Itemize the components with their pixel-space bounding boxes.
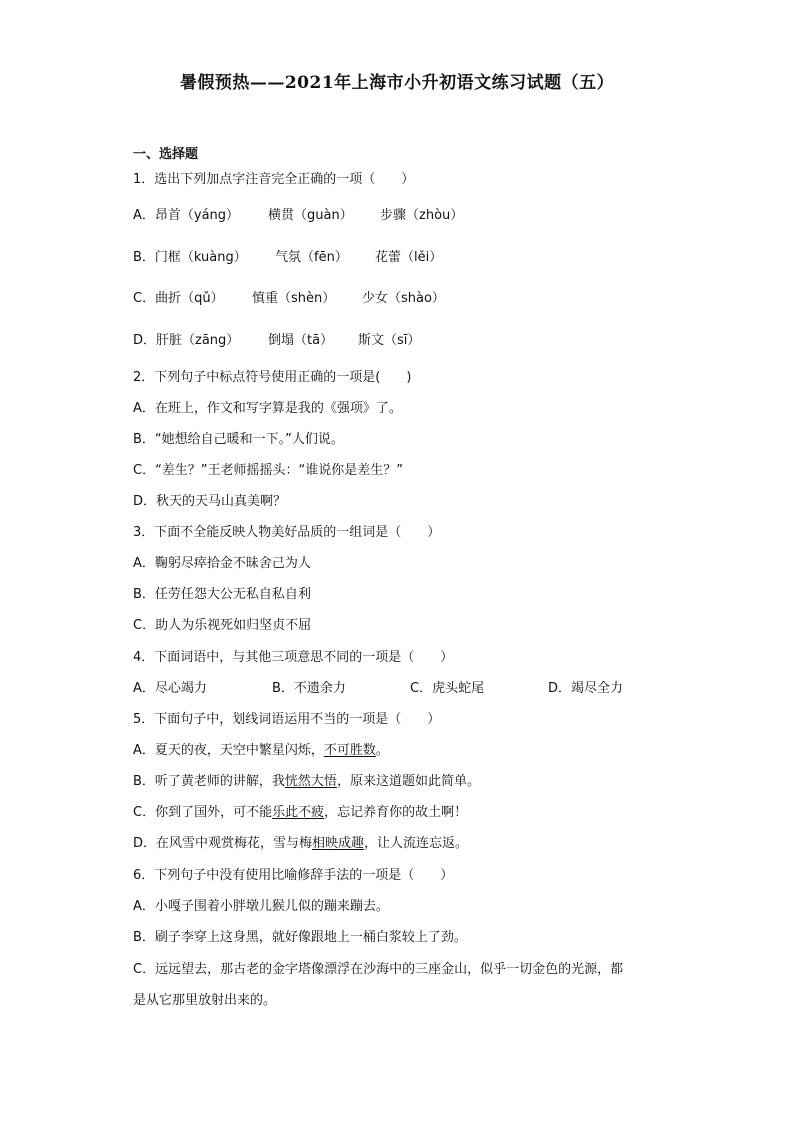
q6-option-c-line1: C．远远望去，那古老的金字塔像漂浮在沙海中的三座金山，似乎一切金色的光源，都	[133, 962, 624, 977]
q5-a-underlined: 不可胜数	[323, 743, 376, 758]
q1-option-b	[133, 249, 442, 267]
q3-option-a: A．鞠躬尽瘁拾金不昧舍己为人	[133, 556, 311, 571]
q6-stem: 6．下列句子中没有使用比喻修辞手法的一项是（ ）	[133, 868, 454, 883]
q4-option-c: C．虎头蛇尾	[410, 681, 485, 696]
q5-b-pre: B．听了黄老师的讲解，我	[133, 774, 285, 789]
q1-a-1: A．昂首（yáng）	[133, 208, 240, 223]
q5-d-post: ，让人流连忘返。	[364, 836, 469, 851]
q2-option-d: D．秋天的天马山真美啊？	[133, 494, 287, 509]
q5-c-underlined: 乐此不疲	[272, 805, 325, 820]
q5-option-b	[133, 773, 480, 791]
q1-d-1: D．肝脏（zāng）	[133, 333, 240, 348]
page-title: 暑假预热——2021年上海市小升初语文练习试题（五）	[179, 73, 615, 93]
q5-a-post: 。	[375, 743, 389, 758]
q4-stem: 4．下面词语中，与其他三项意思不同的一项是（ ）	[133, 650, 454, 665]
q5-option-c	[133, 804, 467, 822]
q5-d-underlined: 相映成趣	[312, 836, 365, 851]
q5-c-pre: C．你到了国外，可不能	[133, 805, 273, 820]
q5-c-post: ，忘记养育你的故土啊！	[324, 805, 468, 820]
q5-a-pre: A．夏天的夜，天空中繁星闪烁，	[133, 743, 324, 758]
q2-stem: 2．下列句子中标点符号使用正确的一项是( )	[133, 370, 412, 385]
q5-b-underlined: 恍然大悟	[284, 774, 337, 789]
q6-option-a: A．小嘎子围着小胖墩儿猴儿似的蹦来蹦去。	[133, 899, 389, 914]
q1-b-1: B．门框（kuàng）	[133, 250, 247, 265]
section-heading: 一、选择题	[133, 147, 199, 162]
q1-stem: 1．选出下列加点字注音完全正确的一项（ ）	[133, 172, 415, 187]
q5-stem: 5．下面句子中，划线词语运用不当的一项是（ ）	[133, 712, 441, 727]
q4-option-d: D．竭尽全力	[548, 681, 624, 696]
q1-option-a	[133, 207, 463, 225]
q1-d-3: 斯文（sī）	[358, 333, 421, 348]
q6-option-c-line2: 是从它那里放射出来的。	[133, 993, 277, 1008]
q4-option-a: A．尽心竭力	[133, 681, 207, 696]
q1-option-c	[133, 290, 445, 308]
q6-option-b: B．刷子李穿上这身黑，就好像跟地上一桶白浆较上了劲。	[133, 930, 467, 945]
q5-d-pre: D．在风雪中观赏梅花，雪与梅	[133, 836, 313, 851]
q1-c-1: C．曲折（qǔ）	[133, 291, 224, 306]
q4-options	[133, 680, 623, 698]
q1-a-3: 步骤（zhòu）	[380, 208, 464, 223]
q2-option-a: A．在班上，作文和写字算是我的《强项》了。	[133, 401, 402, 416]
q1-d-2: 倒塌（tā）	[268, 333, 334, 348]
q1-b-2: 气氛（fēn）	[275, 250, 348, 265]
q4-option-b: B．不遗余力	[272, 681, 346, 696]
q1-c-2: 慎重（shèn）	[252, 291, 336, 306]
q5-b-post: ，原来这道题如此简单。	[336, 774, 480, 789]
q1-a-2: 横贯（guàn）	[268, 208, 353, 223]
q1-b-3: 花蕾（lěi）	[375, 250, 443, 265]
q2-option-b: B．“她想给自己暖和一下。”人们说。	[133, 432, 344, 447]
q3-option-c: C．助人为乐视死如归坚贞不屈	[133, 618, 312, 633]
q1-c-3: 少女（shào）	[362, 291, 445, 306]
q3-option-b: B．任劳任怨大公无私自私自利	[133, 587, 311, 602]
q2-option-c: C．“差生？”王老师摇摇头：“谁说你是差生？”	[133, 463, 404, 478]
q1-option-d	[133, 332, 420, 350]
q5-option-d	[133, 835, 468, 853]
q5-option-a	[133, 742, 389, 760]
q3-stem: 3．下面不全能反映人物美好品质的一组词是（ ）	[133, 525, 441, 540]
